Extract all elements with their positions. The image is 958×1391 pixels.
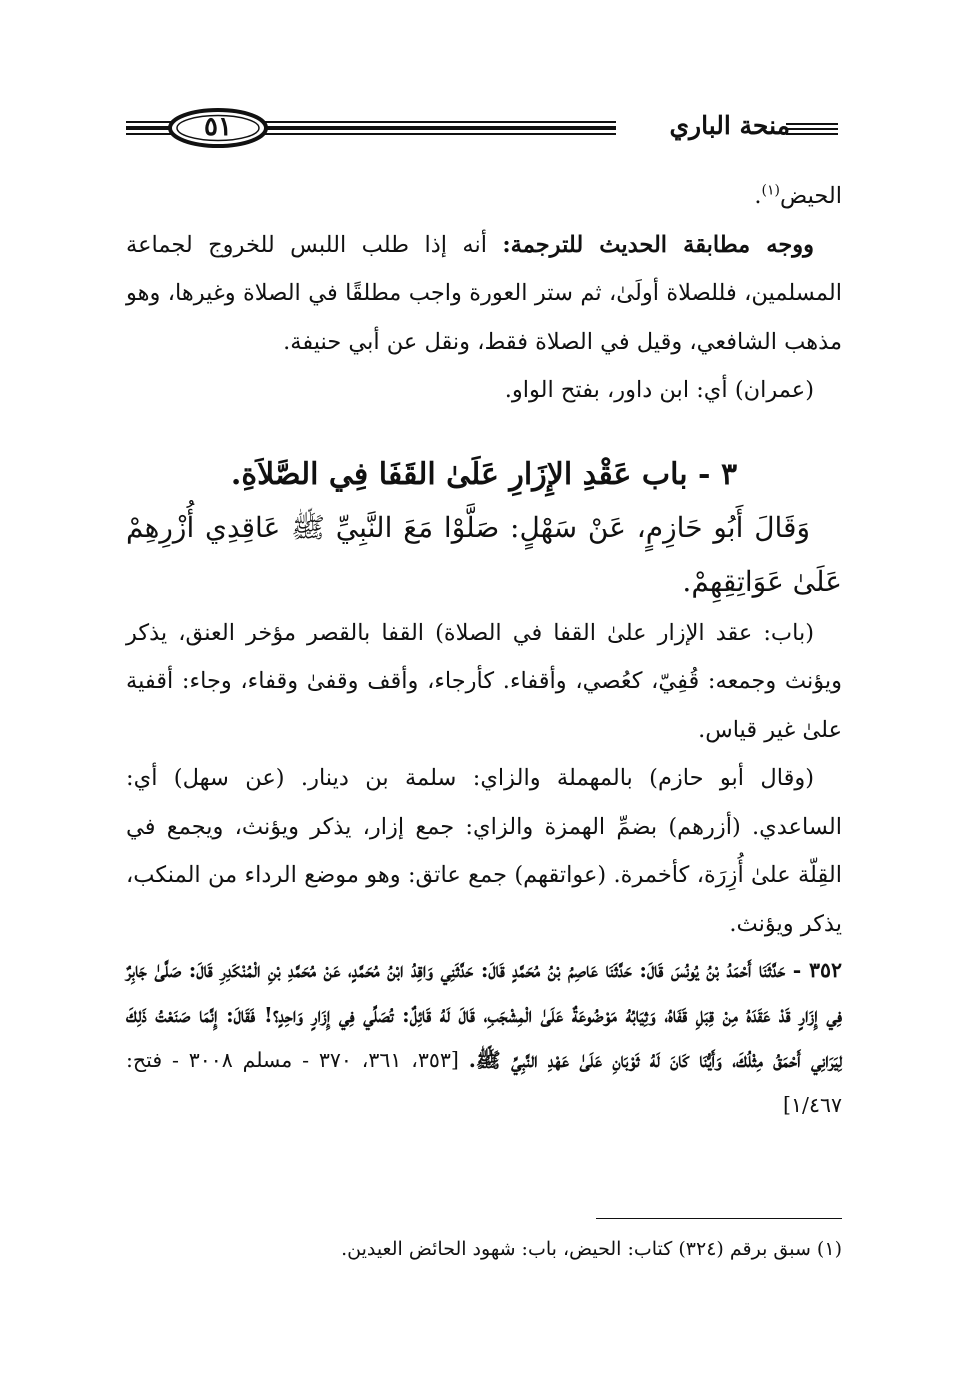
paragraph-commentary-abu-hazim: (وقال أبو حازم) بالمهملة والزاي: سلمة بن دينار. (عن سهل) أي: الساعدي. (أزرهم) بضمِّ الهمزة والزاي: جمع إزار، يذكر ويؤنث، ويجمع في القِلّة علىٰ أُزِرَة، كأخمرة. (عواتقهم) جمع عاتق: وهو موضع الرداء من المنكب، يذكر ويؤنث. bbox=[126, 765, 842, 937]
chapter-matn: وَقَالَ أَبُو حَازِمٍ، عَنْ سَهْلٍ: صَلَّوْا مَعَ النَّبِيِّ ﷺ عَاقِدِي أُزْرِهِمْ عَلَىٰ عَوَاتِقِهِمْ. bbox=[126, 510, 842, 598]
paragraph-relevance bbox=[126, 221, 842, 367]
paragraph-text: الحيض bbox=[780, 183, 842, 209]
footnote: (١) سبق برقم (٣٢٤) كتاب: الحيض، باب: شهود الحائض العيدين. bbox=[341, 1238, 842, 1260]
paragraph-continuation bbox=[126, 172, 842, 221]
running-title: منحة الباري bbox=[669, 111, 790, 140]
paragraph-end: . bbox=[754, 183, 762, 209]
footnote-separator bbox=[596, 1218, 842, 1219]
paragraph-lead: ووجه مطابقة الحديث للترجمة: bbox=[502, 231, 814, 258]
page-number: ٥١ bbox=[204, 112, 232, 142]
hadith-references: [٣٥٣، ٣٦١، ٣٧٠ - مسلم ٣٠٠٨ - فتح: ١/٤٦٧] bbox=[126, 1048, 842, 1117]
footnote-reference: (١) bbox=[761, 182, 780, 199]
paragraph-text: أنه إذا طلب اللبس للخروج لجماعة المسلمين، فللصلاة أولَىٰ، ثم ستر العورة واجب مطلقًا في الصلاة وغيرها، وهو مذهب الشافعي، وقيل في الصلاة فقط، ونقل عن أبي حنيفة. bbox=[126, 231, 842, 355]
hadith-body: ٣٥٢ - حَدَّثَنَا أَحْمَدُ بْنُ يُونُسَ قَالَ: حَدَّثَنَا عَاصِمُ بْنُ مُحَمَّدٍ قَالَ: حَدَّثَنِي وَاقِدُ ابْنُ مُحَمَّدٍ، عَنْ مُحَمَّدِ بْنِ الْمُنْكَدِرِ قَالَ: صَلَّىٰ جَابِرٌ فِي إِزَارٍ قَدْ عَقَدَهُ مِنْ قِبَلِ قَفَاهُ، وَثِيَابُهُ مَوْضُوعَةٌ عَلَىٰ الْمِشْجَبِ، قَالَ لَهُ قَائِلٌ: تُصَلِّي فِي إِزَارٍ وَاحِدٍ؟! فَقَالَ: إِنَّمَا صَنَعْتُ ذَلِكَ لِيَرَانِي أَحْمَقُ مِثْلُكَ، وَأَيُّنَا كَانَ لَهُ ثَوْبَانِ عَلَىٰ عَهْدِ النَّبِيِّ ﷺ. bbox=[126, 958, 842, 1072]
chapter-title: ٣ - باب عَقْدِ الإِزَارِ عَلَىٰ القَفَا فِي الصَّلاَةِ. bbox=[230, 456, 738, 492]
paragraph-commentary-qafa: (باب: عقد الإزار علىٰ القفا في الصلاة) القفا بالقصر مؤخر العنق، يذكر ويؤنث وجمعه: قُفِيّ، كعُصي، وأقفاء. كأرجاء، وأقف وقفىٰ وقفاء، وجاء: أقفية علىٰ غير قياس. bbox=[126, 619, 842, 743]
page-content bbox=[126, 172, 842, 1128]
hadith-text bbox=[126, 948, 842, 1128]
running-header bbox=[118, 100, 846, 160]
paragraph-imran: (عمران) أي: ابن داور، بفتح الواو. bbox=[504, 377, 814, 403]
